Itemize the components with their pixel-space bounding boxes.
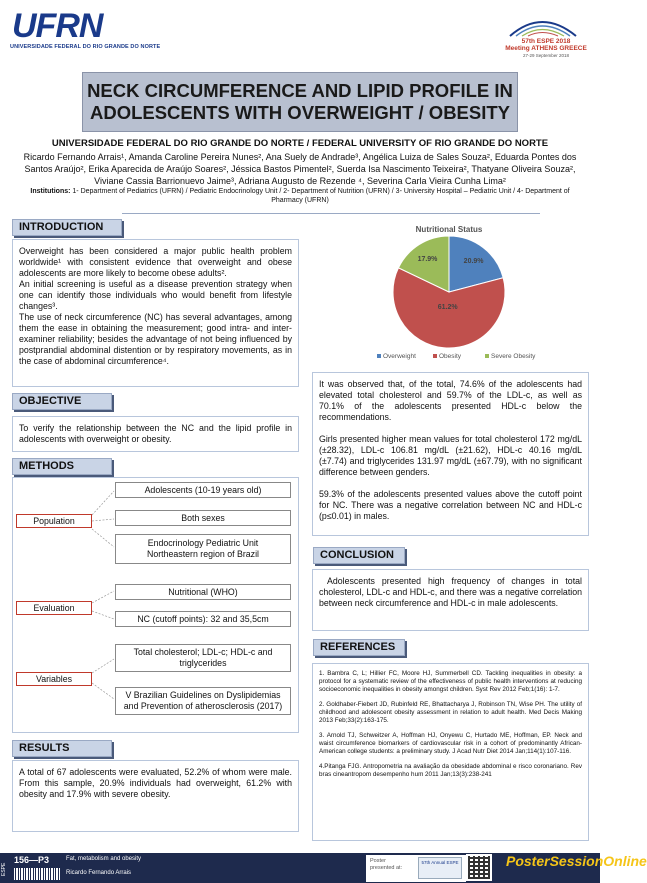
variables-label: Variables <box>16 672 92 686</box>
divider <box>300 213 540 214</box>
barcode-icon <box>14 868 60 880</box>
population-label: Population <box>16 514 92 528</box>
legend-swatch-severe-obesity <box>485 354 489 358</box>
population-item-3: Endocrinology Pediatric Unit Northeastern region of Brazil <box>115 534 291 564</box>
references-box <box>312 663 589 841</box>
footer-vertical-label: ESPE <box>1 862 7 876</box>
findings-p3: 59.3% of the adolescents presented values above the cutoff point for NC. There was a negative correlation between NC and HDL-c (p≤0.01) in males. <box>319 489 582 521</box>
legend-swatch-overweight <box>377 354 381 358</box>
reference-3: 3. Arnold TJ, Schweitzer A, Hoffman HJ, Onyewu C, Hurtado ME, Hoffman, EP. Neck and waist circumference biomarkers of cardiovascular risk in a cohort of predominantly African-American college students: a preliminary study. J Acad Nutr Diet 2014 Jan;114(1):107-116. <box>319 732 582 755</box>
author-list: Ricardo Fernando Arrais¹, Amanda Caroline Pereira Nunes², Ana Suely de Andrade³, Angélica Luiza de Sales Souza², Eduarda Pontes dos Santos Araújo², Erika Aparecida de Araújo Soares², Jéssica Bastos Pimentel², Suerda Isa Nascimento Teixeira², Thatyane Oliveira Souza², Viviane Cassia Barrionuevo Jaime³, Adriana Augusto de Rezende ⁴, Severina Carla Vieira Cunha Lima² <box>23 152 577 186</box>
objective-heading: OBJECTIVE <box>12 393 112 410</box>
findings-p1: It was observed that, of the total, 74.6% of the adolescents had elevated total cholesterol and 59.7% of the LDL-c, as well as 70.1% of the adolescents presented HDL-c below the recommendations. <box>319 379 582 422</box>
nutritional-status-chart <box>315 220 590 368</box>
variables-item-2: V Brazilian Guidelines on Dyslipidemias and Prevention of atherosclerosis (2017) <box>115 687 291 715</box>
reference-4: 4.Pitanga FJG. Antropometria na avaliação da obesidade abdominal e risco coronariano. Rev bras cineantropom desempenho hum 2011 Jan;13(3):238-241 <box>319 763 582 778</box>
evaluation-item-2: NC (cutoff points): 32 and 35,5cm <box>115 611 291 627</box>
objective-text: To verify the relationship between the NC and the lipid profile in adolescents with overweight or obesity. <box>19 423 292 444</box>
poster-title <box>82 72 518 132</box>
conclusion-text: Adolescents presented high frequency of changes in total cholesterol, LDL-c and HDL-c, and there was a negative correlation between neck circumference and HDL-c in male adolescents. <box>319 576 582 608</box>
chart-title: Nutritional Status <box>415 225 483 234</box>
evaluation-item-1: Nutritional (WHO) <box>115 584 291 600</box>
connector-variables-2 <box>92 683 114 699</box>
connector-evaluation-1 <box>92 591 114 603</box>
reference-2: 2. Goldhaber-Fiebert JD, Rubinfeld RE, Bhattacharya J, Robinson TN, Wise PH. The utility of childhood and adolescent obesity assessment in relation to adult health. Med Decis Making 2013 Feb;33(2):163-175. <box>319 701 582 724</box>
introduction-p3: The use of neck circumference (NC) has several advantages, among them the ease in obtaining the measurement; good intra- and inter-examiner reliability; besides the advantage of not being influenced by postprandial abdominal distention or by respiratory movements, as in the case of abdominal circumference⁴. <box>19 312 292 366</box>
pie-label-obesity: 61.2% <box>437 303 458 311</box>
university-name: UNIVERSIDADE FEDERAL DO RIO GRANDE DO NORTE / FEDERAL UNIVERSITY OF RIO GRANDE DO NORTE <box>51 138 549 149</box>
legend-label-severe-obesity: Severe Obesity <box>491 353 536 360</box>
objective-box <box>12 416 299 452</box>
divider <box>122 213 300 214</box>
population-item-1: Adolescents (10-19 years old) <box>115 482 291 498</box>
footer-author: Ricardo Fernando Arrais <box>66 870 132 876</box>
presented-at-logo: 57th Annual ESPE <box>418 857 462 879</box>
connector-population-2 <box>92 519 114 521</box>
congress-emblem-icon <box>510 22 576 36</box>
introduction-p2: An initial screening is useful as a disease prevention strategy when one can identify those individuals who would benefit from lifestyle changes³. <box>19 279 292 311</box>
findings-box <box>312 372 589 536</box>
legend-swatch-obesity <box>433 354 437 358</box>
institutions-text: 1- Department of Pediatrics (UFRN) / Pediatric Endocrinology Unit / 2- Department of Nutrition (UFRN) / 3- University Hospital – Pediatric Unit / 4- Department of Pharmacy (UFRN) <box>70 188 570 204</box>
pie-label-severe-obesity: 17.9% <box>417 255 438 263</box>
results-box <box>12 760 299 832</box>
introduction-heading: INTRODUCTION <box>12 219 122 236</box>
connector-evaluation-2 <box>92 611 114 619</box>
introduction-box <box>12 239 299 387</box>
institutions-label: Institutions: <box>30 188 71 195</box>
ufrn-logo-subtitle: UNIVERSIDADE FEDERAL DO RIO GRANDE DO NORTE <box>10 44 161 50</box>
presented-at-label: Poster presented at: <box>370 858 403 871</box>
findings-p2: Girls presented higher mean values for total cholesterol 172 mg/dL (±28.32), LDL-c 106.81 mg/dL (±21.62), HDL-c 40.16 mg/dL (±7.74) and triglycerides 131.97 mg/dL (±67.79), with no significant difference between genders. <box>319 434 582 477</box>
congress-name: 57th ESPE 2018 <box>521 38 571 45</box>
institutions <box>20 187 580 205</box>
introduction-p1: Overweight has been considered a major public health problem worldwide¹ with consistent evidence that overweight and obese adolescents are more likely to become obese adults². <box>19 246 292 278</box>
legend-label-obesity: Obesity <box>439 353 462 360</box>
methods-heading: METHODS <box>12 458 112 475</box>
population-item-2: Both sexes <box>115 510 291 526</box>
conclusion-box <box>312 569 589 631</box>
espe-congress-logo <box>490 6 595 68</box>
connector-population-3 <box>92 529 114 547</box>
congress-title <box>496 38 596 52</box>
connector-variables-1 <box>92 659 114 673</box>
ufrn-logo: UFRN <box>12 7 103 45</box>
results-text: A total of 67 adolescents were evaluated, 52.2% of whom were male. From this sample, 20.9% individuals had overweight, 61.2% with obesity and 17.9% with severe obesity. <box>19 767 292 799</box>
reference-1: 1. Bambra C, L; Hillier FC, Moore HJ, Summerbell CD. Tackling inequalities in obesity: a protocol for a systematic review of the effectiveness of public health interventions at reducing socioeconomic inequalities in obesity amongst children. Syst Rev 2012 Feb;1(16): 1-7. <box>319 670 582 693</box>
qr-code-pattern <box>468 856 490 879</box>
connector-population-1 <box>92 491 114 515</box>
results-heading: RESULTS <box>12 740 112 757</box>
footer-category: Fat, metabolism and obesity <box>66 856 142 862</box>
legend-label-overweight: Overweight <box>383 353 416 360</box>
references-heading: REFERENCES <box>313 639 405 656</box>
evaluation-label: Evaluation <box>16 601 92 615</box>
congress-dates: 27-29 September 2018 <box>522 53 570 58</box>
congress-location: Meeting ATHENS GREECE <box>505 45 587 52</box>
poster-session-online-logo[interactable]: PosterSessionOnline <box>506 853 647 869</box>
poster-number: 156—P3 <box>14 855 50 865</box>
variables-item-1: Total cholesterol; LDL-c; HDL-c and triglycerides <box>115 644 291 672</box>
title-line-2: ADOLESCENTS WITH OVERWEIGHT / OBESITY <box>89 102 511 123</box>
conclusion-heading: CONCLUSION <box>313 547 405 564</box>
title-line-1: NECK CIRCUMFERENCE AND LIPID PROFILE IN <box>87 80 513 101</box>
pie-label-overweight: 20.9% <box>463 258 484 266</box>
